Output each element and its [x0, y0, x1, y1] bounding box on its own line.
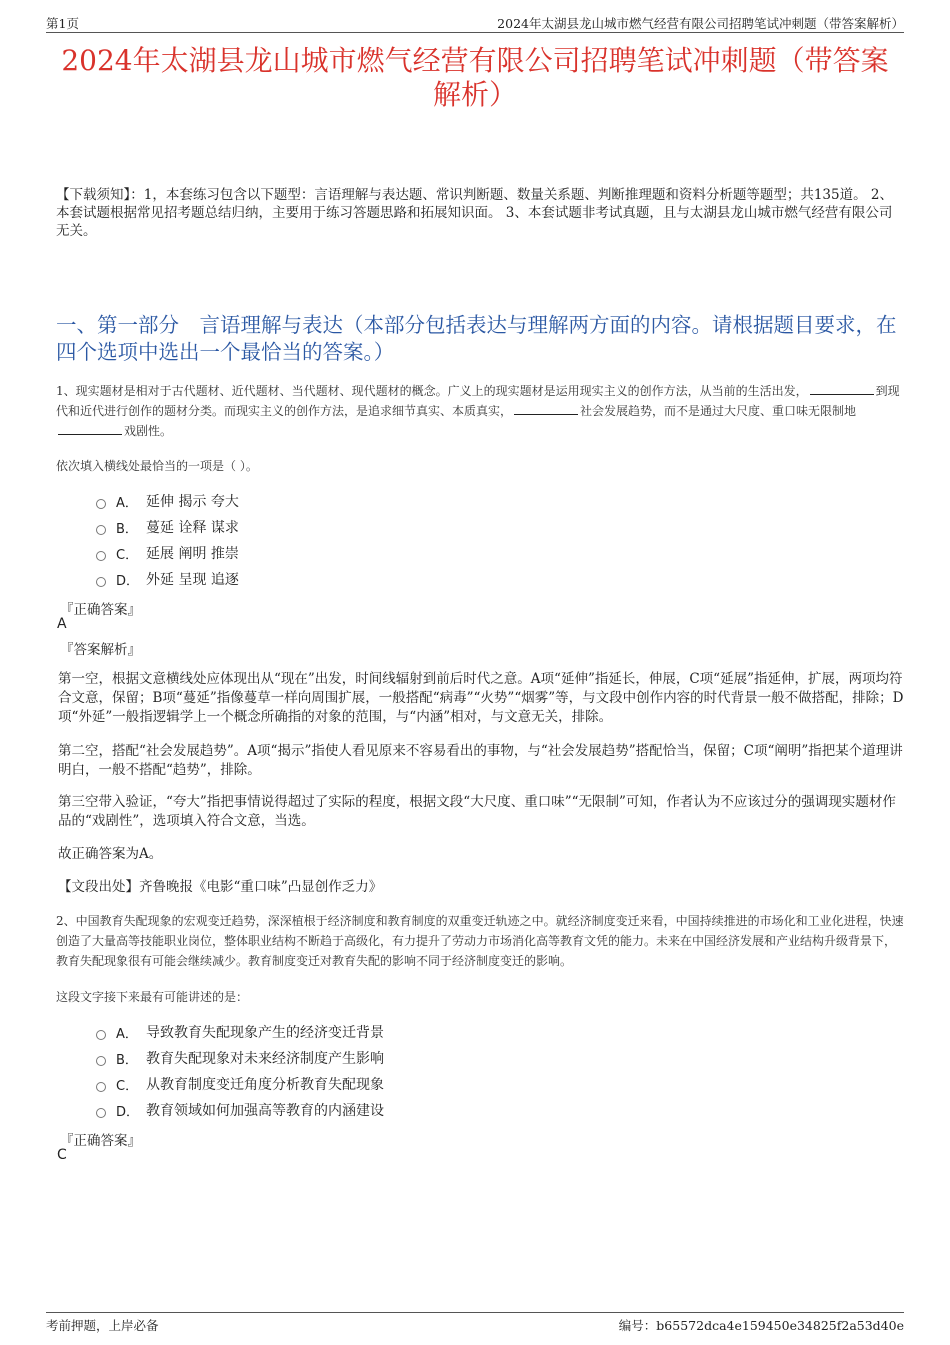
- option-a[interactable]: [96, 488, 239, 514]
- footer-slogan: 考前押题，上岸必备: [46, 1318, 159, 1333]
- option-text: 延伸 揭示 夸大: [146, 494, 239, 510]
- option-d[interactable]: [96, 1097, 384, 1123]
- option-text: 教育失配现象对未来经济制度产生影响: [146, 1051, 384, 1067]
- radio-icon[interactable]: [96, 1030, 106, 1040]
- option-c[interactable]: [96, 1071, 384, 1097]
- radio-icon[interactable]: [96, 577, 106, 587]
- correct-answer: A: [57, 616, 67, 632]
- question-1-stem: [56, 381, 904, 441]
- option-c[interactable]: [96, 540, 239, 566]
- question-1-options: [96, 488, 239, 592]
- option-text: 外延 呈现 追逐: [146, 572, 239, 588]
- question-2-options: [96, 1019, 384, 1123]
- analysis-paragraph-2: 第二空，搭配“社会发展趋势”。A项“揭示”指使人看见原来不容易看出的事物，与“社会发展趋势”搭配恰当，保留；C项“阐明”指把某个道理讲明白，一般不搭配“趋势”，排除。: [58, 743, 903, 778]
- question-1-stem-part1: 1、现实题材是相对于古代题材、近代题材、当代题材、现代题材的概念。广义上的现实题材是运用现实主义的创作方法，从当前的生活出发，: [56, 384, 808, 398]
- analysis-label: 『答案解析』: [60, 642, 141, 658]
- radio-icon[interactable]: [96, 1108, 106, 1118]
- option-letter: D．: [116, 1104, 140, 1120]
- option-text: 从教育制度变迁角度分析教育失配现象: [146, 1077, 384, 1093]
- section-heading: 一、第一部分 言语理解与表达（本部分包括表达与理解两方面的内容。请根据题目要求，在四个选项中选出一个最恰当的答案。）: [56, 313, 897, 364]
- text-source: 【文段出处】齐鲁晚报《电影“重口味”凸显创作乏力》: [58, 879, 383, 895]
- analysis-paragraph-1: 第一空，根据文意横线处应体现出从“现在”出发，时间线辐射到前后时代之意。A项“延伸”指延长，伸展，C项“延展”指延伸，扩展，两项均符合文意，保留；B项“蔓延”指像蔓草一样向周围扩展，一般搭配“病毒”“火势”“烟雾”等，与文段中创作内容的时代背景一般不做搭配，排除；D项“外延”一般指逻辑学上一个概念所确指的对象的范围，与“内涵”相对，与文意无关，排除。: [58, 671, 904, 725]
- option-letter: B．: [116, 521, 138, 537]
- answer-blank-3: [58, 422, 122, 435]
- radio-icon[interactable]: [96, 499, 106, 509]
- page-footer: [46, 1312, 904, 1335]
- page-header: [46, 14, 904, 33]
- option-letter: A．: [116, 1026, 138, 1042]
- document-title: 2024年太湖县龙山城市燃气经营有限公司招聘笔试冲刺题（带答案解析）: [61, 44, 889, 111]
- option-text: 教育领域如何加强高等教育的内涵建设: [146, 1103, 384, 1119]
- option-b[interactable]: [96, 514, 239, 540]
- question-1-prompt: 依次填入横线处最恰当的一项是（ ）。: [56, 459, 258, 473]
- option-b[interactable]: [96, 1045, 384, 1071]
- answer-blank-2: [514, 402, 578, 415]
- question-2-prompt: 这段文字接下来最有可能讲述的是：: [56, 990, 249, 1004]
- option-d[interactable]: [96, 566, 239, 592]
- analysis-paragraph-3: 第三空带入验证，“夸大”指把事情说得超过了实际的程度，根据文段“大尺度、重口味”“无限制”可知，作者认为不应该过分的强调现实题材作品的“戏剧性”，选项填入符合文意，当选。: [58, 794, 896, 829]
- correct-answer: C: [57, 1147, 67, 1163]
- option-letter: D．: [116, 573, 140, 589]
- option-letter: A．: [116, 495, 138, 511]
- radio-icon[interactable]: [96, 551, 106, 561]
- analysis-conclusion: 故正确答案为A。: [58, 846, 163, 862]
- header-doc-title: 2024年太湖县龙山城市燃气经营有限公司招聘笔试冲刺题（带答案解析）: [497, 16, 904, 31]
- option-text: 导致教育失配现象产生的经济变迁背景: [146, 1025, 384, 1041]
- radio-icon[interactable]: [96, 1056, 106, 1066]
- document-id: 编号：b65572dca4e159450e34825f2a53d40e: [618, 1318, 904, 1333]
- download-notice: 【下载须知】：1，本套练习包含以下题型：言语理解与表达题、常识判断题、数量关系题、判断推理题和资料分析题等题型；共135道。 2、本套试题根据常见招考题总结归纳，主要用于练习答题思路和拓展知识面。 3、本套试题非考试真题，且与太湖县龙山城市燃气经营有限公司无关。: [56, 187, 893, 239]
- radio-icon[interactable]: [96, 1082, 106, 1092]
- option-text: 蔓延 诠释 谋求: [146, 520, 239, 536]
- correct-answer-label: 『正确答案』: [60, 602, 141, 618]
- question-2-stem: 2、中国教育失配现象的宏观变迁趋势，深深植根于经济制度和教育制度的双重变迁轨迹之中。就经济制度变迁来看，中国持续推进的市场化和工业化进程，快速创造了大量高等技能职业岗位，整体职业结构不断趋于高级化，有力提升了劳动力市场消化高等教育文凭的能力。未来在中国经济发展和产业结构升级背景下，教育失配现象很有可能会继续减少。教育制度变迁对教育失配的影响不同于经济制度变迁的影响。: [56, 914, 904, 968]
- correct-answer-label: 『正确答案』: [60, 1133, 141, 1149]
- option-a[interactable]: [96, 1019, 384, 1045]
- page-number: 第1页: [46, 16, 79, 31]
- question-1-stem-part4: 戏剧性。: [124, 424, 173, 438]
- question-1-stem-part3: 社会发展趋势，而不是通过大尺度、重口味无限制地: [580, 404, 857, 418]
- answer-blank-1: [810, 382, 874, 395]
- option-letter: B．: [116, 1052, 138, 1068]
- option-letter: C．: [116, 1078, 139, 1094]
- question-1-stem-part2: 到现代和近代进行创作的题材分类。而现实主义的创作方法，是追求细节真实、本质真实，: [56, 384, 900, 418]
- option-text: 延展 阐明 推崇: [146, 546, 239, 562]
- option-letter: C．: [116, 547, 139, 563]
- radio-icon[interactable]: [96, 525, 106, 535]
